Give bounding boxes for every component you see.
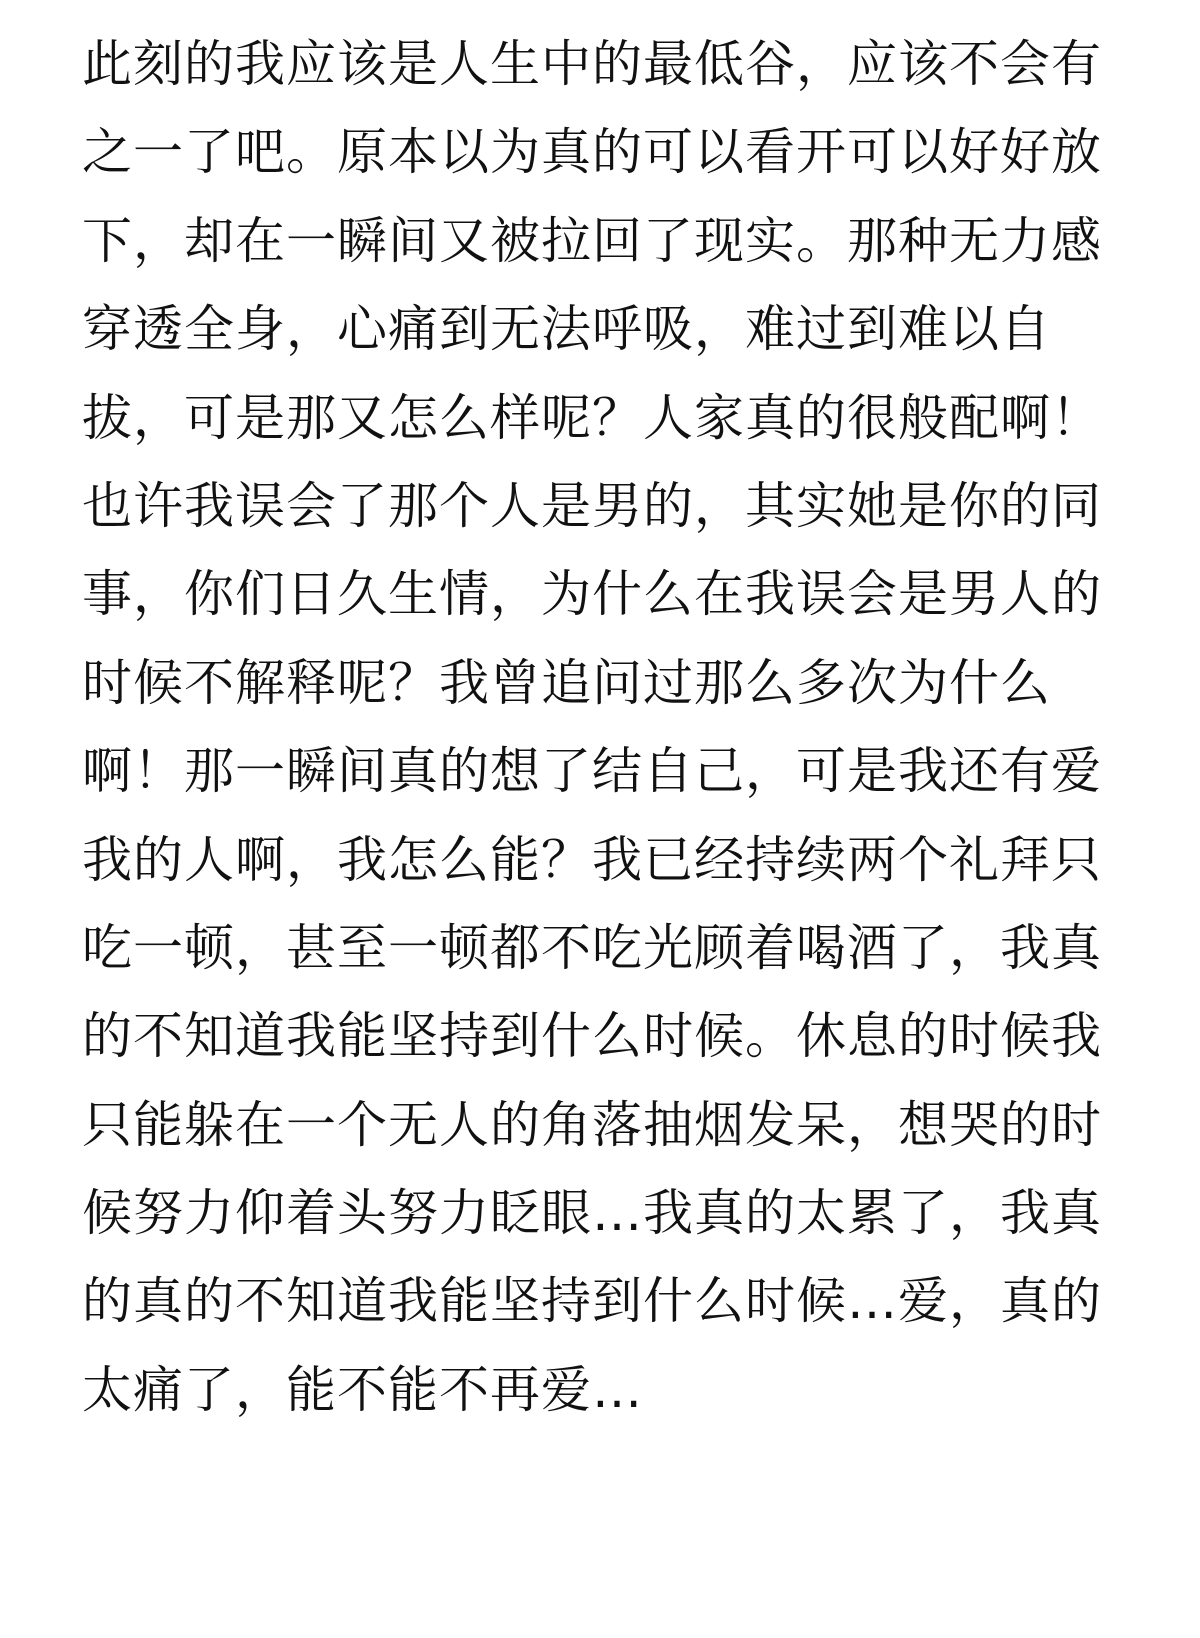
note-line-4: 穿透全身，心痛到无法呼吸，难过到难以自 (82, 300, 1051, 359)
handwritten-note (82, 20, 1142, 1434)
note-line-10: 我的人啊，我怎么能？我已经持续两个礼拜只 (82, 830, 1102, 889)
note-line-14: 候努力仰着头努力眨眼…我真的太累了，我真 (82, 1184, 1102, 1243)
note-line-12: 的不知道我能坚持到什么时候。休息的时候我 (82, 1007, 1102, 1066)
note-line-7: 事，你们日久生情，为什么在我误会是男人的 (82, 565, 1102, 624)
note-line-9: 啊！那一瞬间真的想了结自己，可是我还有爱 (82, 742, 1102, 801)
note-line-16: 太痛了，能不能不再爱… (82, 1360, 643, 1419)
note-line-15: 的真的不知道我能坚持到什么时候…爱，真的 (82, 1272, 1102, 1331)
note-line-6: 也许我误会了那个人是男的，其实她是你的同 (82, 476, 1102, 535)
note-line-13: 只能躲在一个无人的角落抽烟发呆，想哭的时 (82, 1095, 1102, 1154)
note-line-1: 此刻的我应该是人生中的最低谷，应该不会有 (82, 35, 1102, 93)
note-line-8: 时候不解释呢？我曾追问过那么多次为什么 (82, 653, 1051, 712)
note-line-3: 下，却在一瞬间又被拉回了现实。那种无力感 (82, 211, 1102, 270)
note-line-5: 拔，可是那又怎么样呢？人家真的很般配啊！ (82, 388, 1102, 447)
note-line-2: 之一了吧。原本以为真的可以看开可以好好放 (82, 123, 1102, 182)
note-line-11: 吃一顿，甚至一顿都不吃光顾着喝酒了，我真 (82, 918, 1102, 977)
